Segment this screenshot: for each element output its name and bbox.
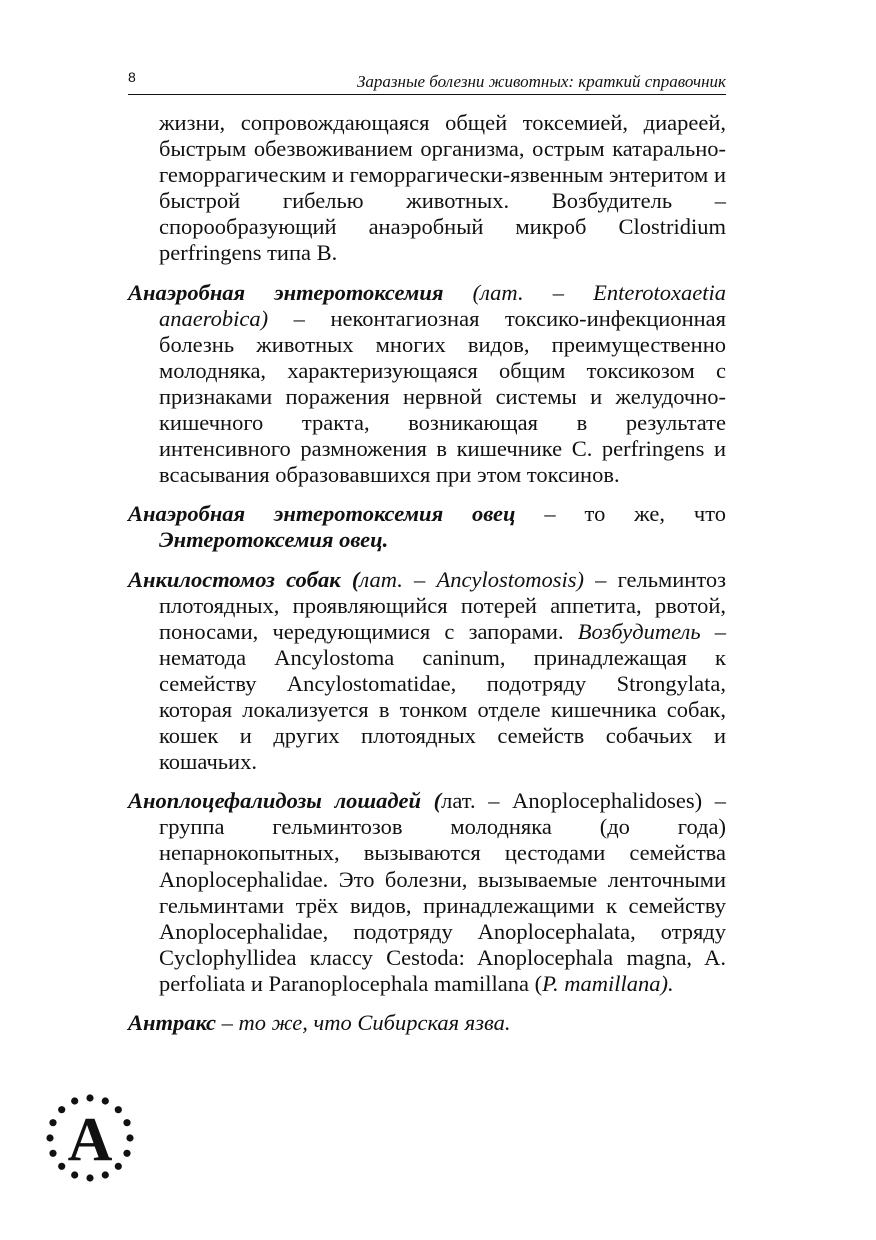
entry-anthrax (128, 1010, 726, 1036)
running-title: Заразные болезни животных: краткий справочник (356, 72, 726, 91)
entry-label: Возбудитель – (577, 618, 726, 644)
entry-anaerobic-enterotoxemia-sheep (128, 501, 726, 553)
entry-ancylostomosis-dogs (128, 567, 726, 776)
entry-latin: лат. – Ancylostomosis) (359, 566, 584, 592)
entry-definition: – гельминтоз плотоядных, проявляющийся потерей аппетита, рвотой, поносами, чередующимися с запорами. (159, 566, 726, 644)
entry-latin-end: P. mamillana). (542, 970, 674, 996)
entry-term: Анаэробная энтеротоксемия овец (128, 501, 516, 527)
entry-definition: – то же, что Сибирская язва. (216, 1010, 511, 1035)
continuation-paragraph: жизни, сопровождающаяся общей токсемией, диареей, быстрым обезвоживанием организма, острым катарально-геморрагическим и геморрагически-язвенным энтеритом и быстрой гибелью животных. Возбудитель – спорообразующий анаэробный микроб Clostridium perfringens типа B. (159, 110, 726, 266)
entry-anaerobic-enterotoxemia (128, 280, 726, 489)
entry-term: Анаэробная энтеротоксемия (128, 279, 444, 305)
entry-definition: – то же, что (515, 501, 726, 527)
entry-term: Аноплоцефалидозы лошадей ( (128, 788, 442, 814)
section-letter: А (67, 1106, 113, 1174)
entry-cross-reference: Энтеротоксемия овец. (159, 527, 389, 553)
page-number: 8 (128, 69, 136, 85)
entry-latin: (лат. – Enterotoxaetia anaerobica) – (159, 279, 726, 331)
entry-term: Антракс (128, 1010, 217, 1035)
body-text (128, 110, 726, 1036)
entry-definition-continued: нематода Ancylostoma caninum, принадлежащая к семейству Ancylostomatidae, подотряду Strongylata, которая локализуется в тонком отделе кишечника собак, кошек и других плотоядных семейств собачьих и кошачьих. (159, 644, 726, 775)
section-letter-mark (44, 1092, 136, 1184)
entry-term: Анкилостомоз собак ( (128, 566, 360, 592)
page-header (128, 68, 726, 95)
entry-definition: лат. – Anoplocephalidoses) – группа гельминтозов молодняка (до года) непарнокопытных, вызываются цестодами семейства Anoplocephalidae. Это болезни, вызываемые ленточными гельминтами трёх видов, принадлежащими к семейству Anoplocephalidae, подотряду Anoplocephalata, отряду Cyclophyllidea классу Cestoda: Anoplocephala magna, A. perfoliata и Paranoplocephala mamillana ( (159, 788, 726, 996)
entry-anoplocephalidoses-horses (128, 788, 726, 997)
entry-definition: неконтагиозная токсико-инфекционная болезнь животных многих видов, преимущественно молодняка, характеризующаяся общим токсикозом с признаками поражения нервной системы и желудочно-кишечного тракта, возникающая в результате интенсивного размножения в кишечнике C. perfringens и всасывания образовавшихся при этом токсинов. (159, 305, 727, 488)
